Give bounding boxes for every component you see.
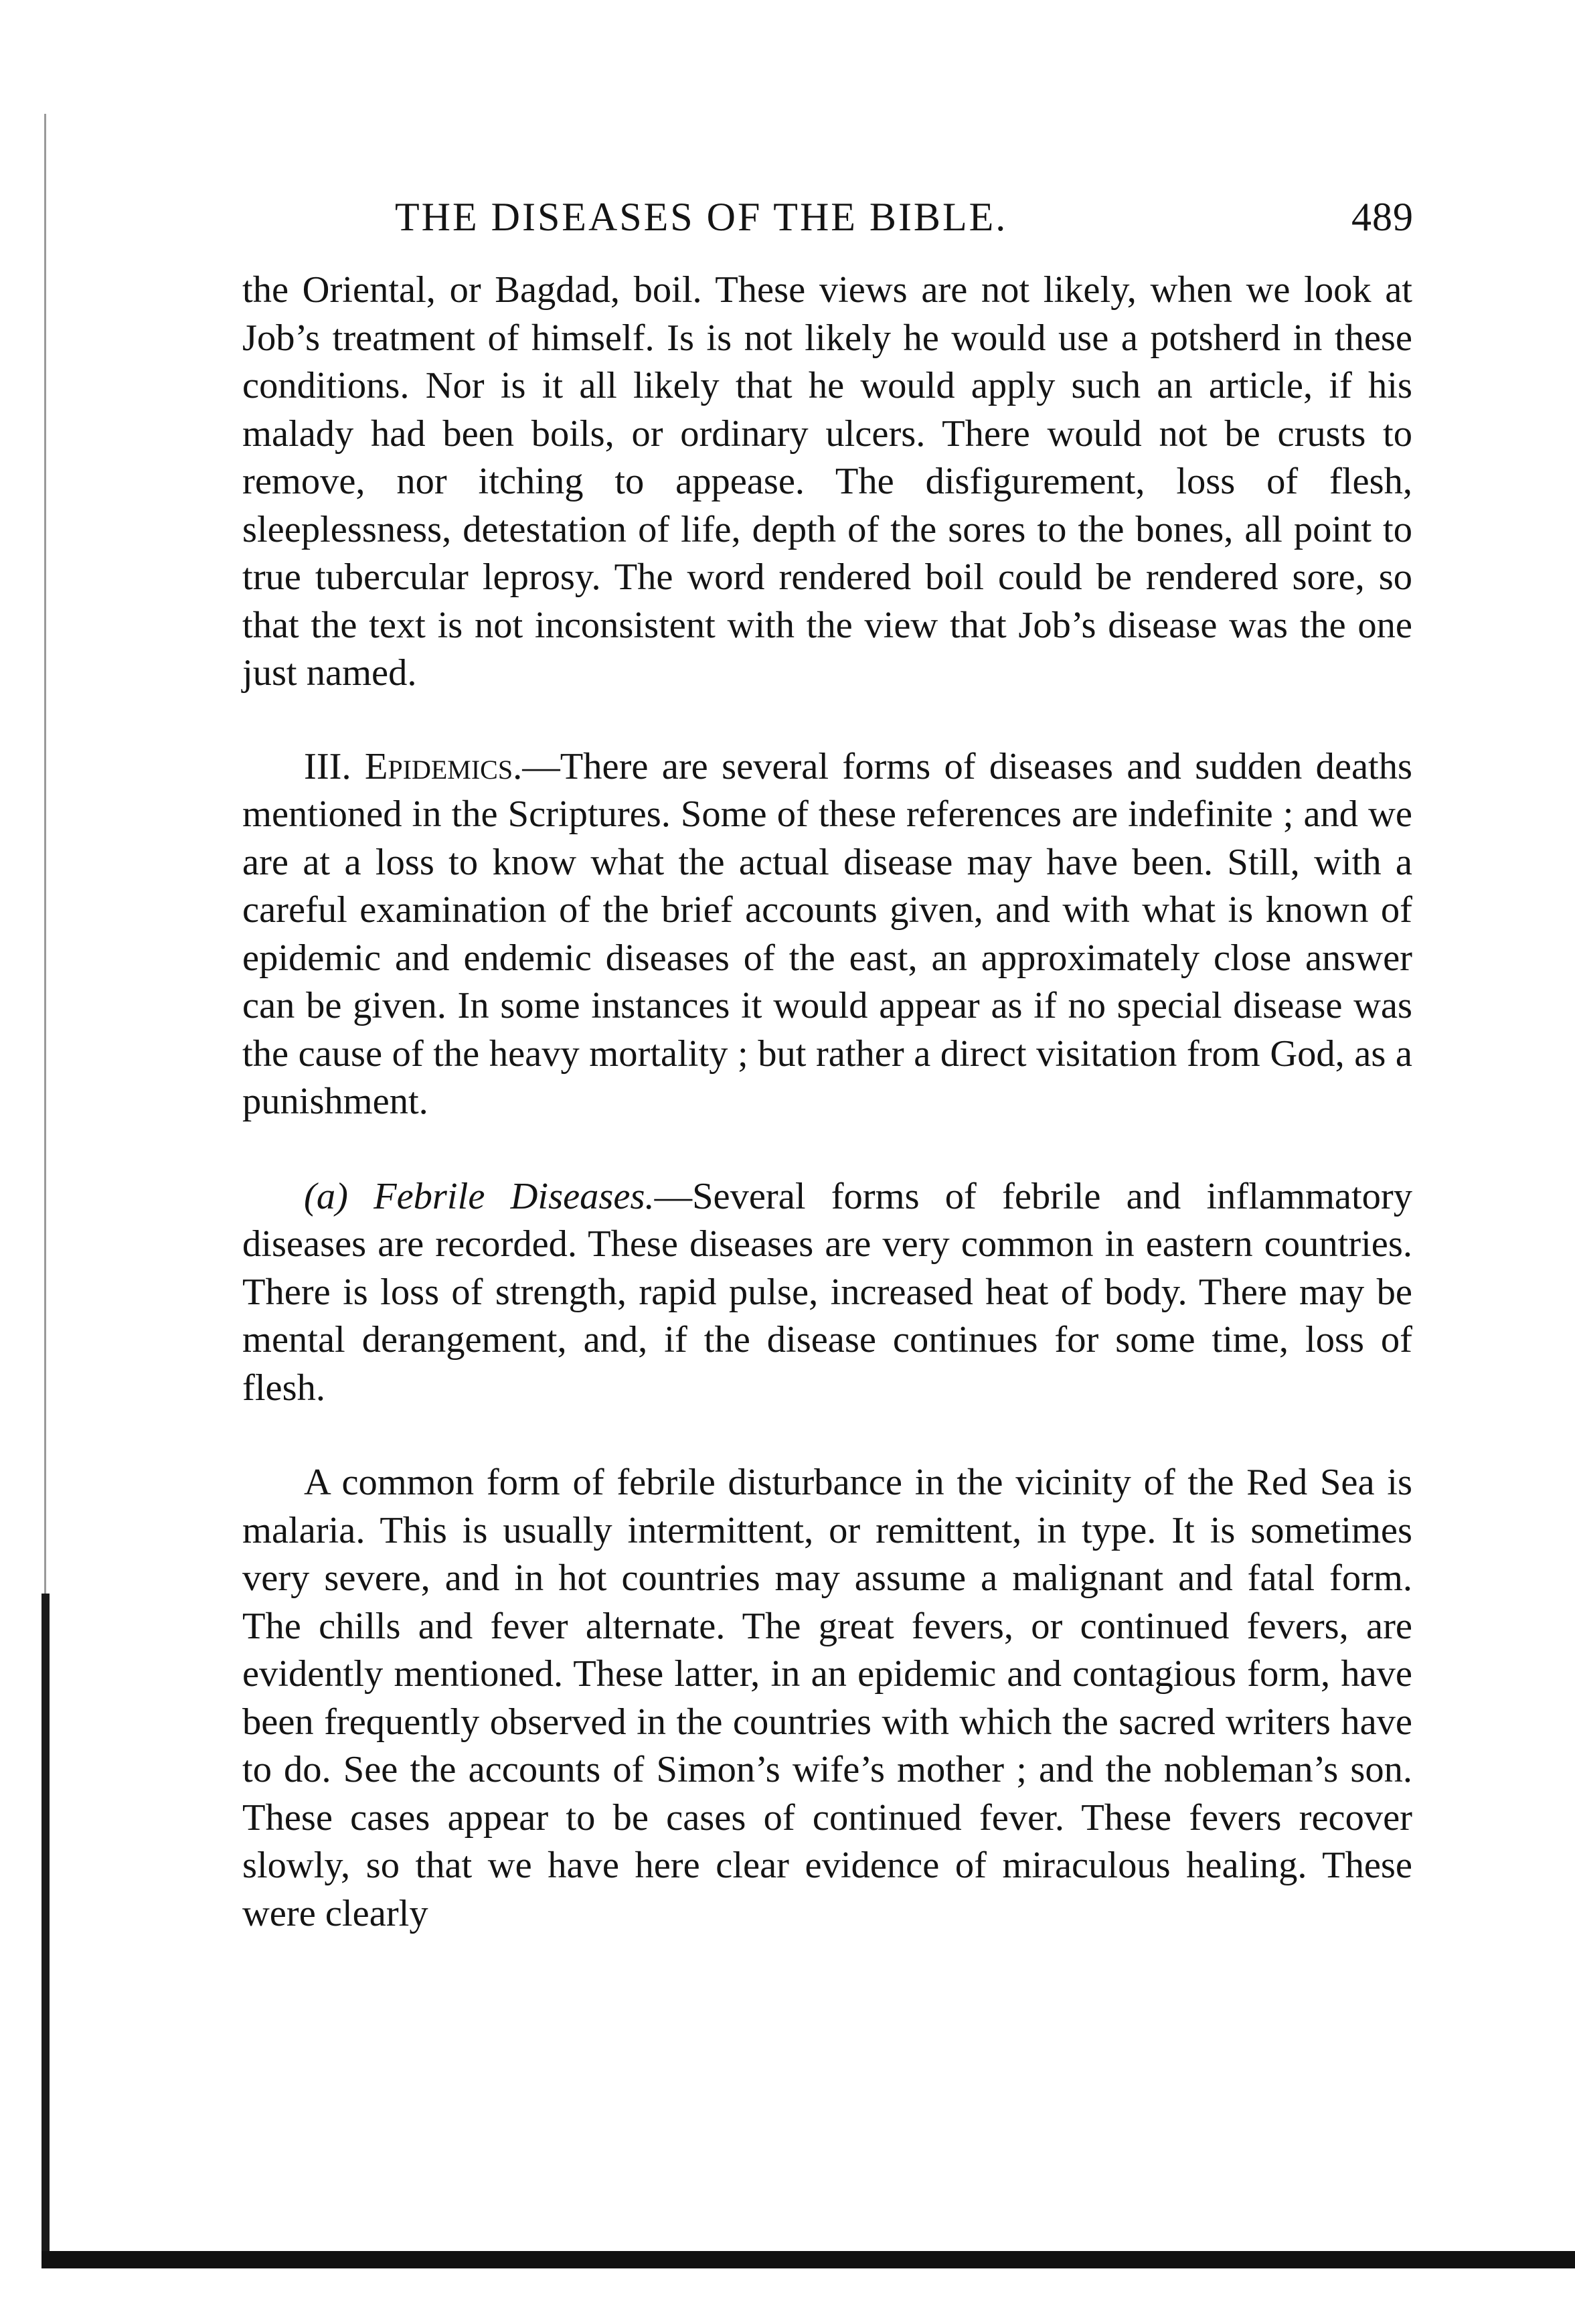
page-number: 489 <box>1351 195 1414 239</box>
left-margin-thick-rule <box>42 1594 50 2260</box>
paragraph-epidemics <box>242 743 1412 1126</box>
paragraph-malaria: A common form of febrile disturbance in the vicinity of the Red Sea is malaria. This is usually intermittent, or remittent, in type. It is sometimes very severe, and in hot countries may assume a malignant and fatal form. The chills and fever alternate. The great fevers, or continued fevers, are evidently mentioned. These latter, in an epidemic and contagious form, have been frequently observed in the countries with which the sacred writers have to do. See the accounts of Simon’s wife’s mother ; and the nobleman’s son. These cases appear to be cases of continued fever. These fevers recover slowly, so that we have here clear evidence of miraculous healing. These were clearly <box>242 1462 1412 1934</box>
body-text <box>242 266 1412 1938</box>
running-title: THE DISEASES OF THE BIBLE. <box>395 195 1008 239</box>
bottom-page-rule <box>42 2251 1575 2268</box>
paragraph-febrile-diseases-body: —Several forms of febrile and inflammatory diseases are recorded. These diseases are very common in eastern countries. There is loss of strength, rapid pulse, increased heat of body. There may be mental derangement, and, if the disease continues for some time, loss of flesh. <box>242 1175 1412 1409</box>
page-header <box>246 189 1414 245</box>
paragraph-febrile-diseases <box>242 1173 1412 1413</box>
paragraph-job-disease: the Oriental, or Bagdad, boil. These views are not likely, when we look at Job’s treatment of himself. Is is not likely he would use a potsherd in these conditions. Nor is it all likely that he would apply such an article, if his malady had been boils, or ordinary ulcers. There would not be crusts to remove, nor itching to appease. The disfigurement, loss of flesh, sleeplessness, detestation of life, depth of the sores to the bones, all point to true tubercular leprosy. The word rendered boil could be rendered sore, so that the text is not inconsistent with the view that Job’s disease was the one just named. <box>242 269 1412 694</box>
section-heading-febrile-diseases: (a) Febrile Diseases. <box>304 1175 655 1217</box>
section-heading-epidemics: III. Epidemics. <box>304 745 523 787</box>
paragraph-epidemics-body: —There are several forms of diseases and sudden deaths mentioned in the Scriptures. Some of these references are indefinite ; and we are at a loss to know what the actual disease may have been. Still, with a careful examination of the brief accounts given, and with what is known of epidemic and endemic diseases of the east, an approximately close answer can be given. In some instances it would appear as if no special disease was the cause of the heavy mortality ; but rather a direct visitation from God, as a punishment. <box>242 745 1412 1122</box>
